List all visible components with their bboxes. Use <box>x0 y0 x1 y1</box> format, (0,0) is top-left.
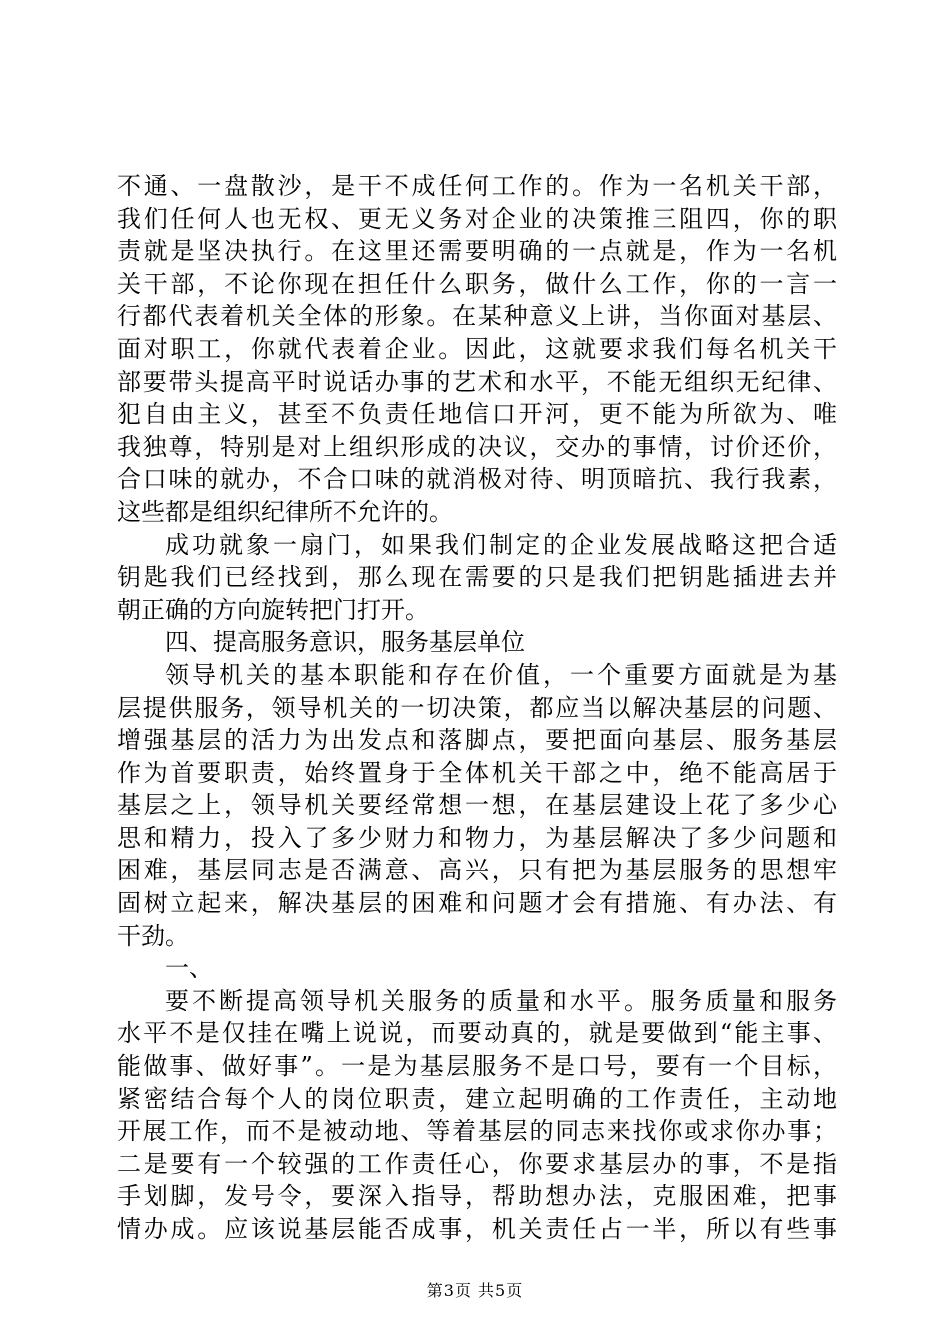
text-line: 关干部，不论你现在担任什么职务，做什么工作，你的一言一 <box>117 269 837 298</box>
text-line: 水平不是仅挂在嘴上说说，而要动真的，就是要做到“能主事、 <box>117 1019 837 1048</box>
text-line: 作为首要职责，始终置身于全体机关干部之中，绝不能高居于 <box>117 758 837 787</box>
text-line: 手划脚，发号令，要深入指导，帮助想办法，克服困难，把事 <box>117 1182 837 1211</box>
text-line: 我独尊，特别是对上组织形成的决议，交办的事情，讨价还价， <box>117 432 837 461</box>
text-line: 干劲。 <box>117 921 189 950</box>
text-line: 紧密结合每个人的岗位职责，建立起明确的工作责任，主动地 <box>117 1084 837 1113</box>
text-line: 钥匙我们已经找到，那么现在需要的只是我们把钥匙插进去并 <box>117 563 837 592</box>
text-line: 开展工作，而不是被动地、等着基层的同志来找你或求你办事； <box>117 1117 837 1146</box>
text-line: 情办成。应该说基层能否成事，机关责任占一半，所以有些事 <box>117 1215 837 1243</box>
text-line: 困难，基层同志是否满意、高兴，只有把为基层服务的思想牢 <box>117 856 837 885</box>
document-body <box>117 170 837 1246</box>
text-line: 要不断提高领导机关服务的质量和水平。服务质量和服务 <box>165 986 837 1015</box>
text-line: 我们任何人也无权、更无义务对企业的决策推三阻四，你的职 <box>117 204 837 233</box>
text-line: 思和精力，投入了多少财力和物力，为基层解决了多少问题和 <box>117 823 837 852</box>
text-line: 领导机关的基本职能和存在价值，一个重要方面就是为基 <box>165 660 837 689</box>
text-line: 犯自由主义，甚至不负责任地信口开河，更不能为所欲为、唯 <box>117 400 837 429</box>
text-line: 固树立起来，解决基层的困难和问题才会有措施、有办法、有 <box>117 889 837 918</box>
text-line: 层提供服务，领导机关的一切决策，都应当以解决基层的问题、 <box>117 693 837 722</box>
text-line: 增强基层的活力为出发点和落脚点，要把面向基层、服务基层 <box>117 726 837 755</box>
text-line: 这些都是组织纪律所不允许的。 <box>117 497 453 526</box>
text-line: 部要带头提高平时说话办事的艺术和水平，不能无组织无纪律、 <box>117 367 837 396</box>
text-line: 责就是坚决执行。在这里还需要明确的一点就是，作为一名机 <box>117 237 837 266</box>
page-footer: 第3页 共5页 <box>426 1281 524 1300</box>
text-line: 基层之上，领导机关要经常想一想，在基层建设上花了多少心 <box>117 791 837 820</box>
text-line: 面对职工，你就代表着企业。因此，这就要求我们每名机关干 <box>117 334 837 363</box>
text-line: 不通、一盘散沙，是干不成任何工作的。作为一名机关干部， <box>117 172 837 200</box>
text-line: 成功就象一扇门，如果我们制定的企业发展战略这把合适 <box>165 530 837 559</box>
text-line: 能做事、做好事”。一是为基层服务不是口号，要有一个目标， <box>117 1052 837 1081</box>
text-line: 一、 <box>165 954 213 983</box>
text-line: 四、提高服务意识，服务基层单位 <box>165 628 525 657</box>
text-line: 朝正确的方向旋转把门打开。 <box>117 595 429 624</box>
text-line: 二是要有一个较强的工作责任心，你要求基层办的事，不是指 <box>117 1149 837 1178</box>
text-line: 合口味的就办，不合口味的就消极对待、明顶暗抗、我行我素， <box>117 465 837 494</box>
text-line: 行都代表着机关全体的形象。在某种意义上讲，当你面对基层、 <box>117 302 837 331</box>
